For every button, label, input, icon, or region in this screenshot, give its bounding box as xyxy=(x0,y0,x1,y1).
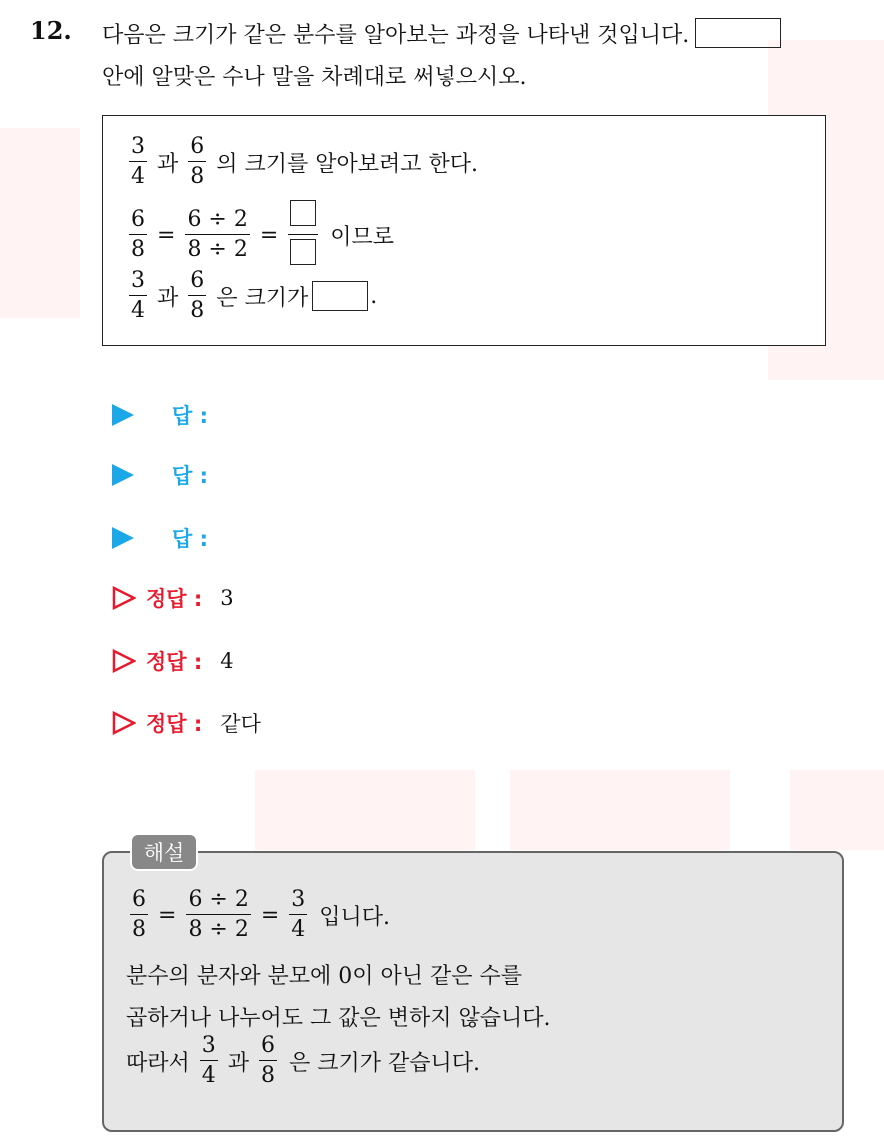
numerator: 3 xyxy=(201,1033,216,1058)
denominator: 4 xyxy=(291,917,306,942)
correct-label: 정답 : xyxy=(146,712,203,736)
answer-label: 답 : xyxy=(172,527,208,551)
fraction xyxy=(129,209,147,261)
fraction xyxy=(129,270,147,322)
answer-prompt xyxy=(112,460,208,490)
answer-label: 답 : xyxy=(172,404,208,428)
correct-value: 4 xyxy=(220,649,234,673)
fraction xyxy=(130,889,148,941)
correct-answer-row xyxy=(112,708,261,738)
equals-sign: = xyxy=(260,902,280,928)
answer-label: 답 : xyxy=(172,464,208,488)
numerator: 3 xyxy=(131,134,145,159)
numerator: 3 xyxy=(291,887,306,912)
answer-prompt xyxy=(112,400,208,430)
numerator: 6 xyxy=(261,1033,276,1058)
denominator: 4 xyxy=(131,164,145,189)
explanation-box xyxy=(102,851,844,1132)
correct-answer-row xyxy=(112,583,234,613)
watermark-block xyxy=(790,770,884,850)
problem-text: 은 크기가 xyxy=(216,285,309,311)
fraction xyxy=(289,889,307,941)
fraction xyxy=(129,136,147,188)
play-triangle-icon xyxy=(112,404,134,426)
numerator-blank-box xyxy=(290,200,316,226)
equals-sign: = xyxy=(259,222,279,248)
denominator: 4 xyxy=(131,298,145,323)
outline-triangle-icon xyxy=(112,649,136,673)
denominator: 8 ÷ 2 xyxy=(187,237,248,262)
explanation-line-3: 곱하거나 나누어도 그 값은 변하지 않습니다. xyxy=(126,1006,551,1031)
question-number: 12. xyxy=(30,16,72,45)
correct-answer-row xyxy=(112,646,234,676)
conjunction: 과 xyxy=(157,151,179,177)
explanation-text: 입니다. xyxy=(319,904,391,930)
correct-label: 정답 : xyxy=(146,587,203,611)
fraction xyxy=(185,209,249,261)
watermark-block xyxy=(0,128,80,318)
explanation-line-2: 분수의 분자와 분모에 0이 아닌 같은 수를 xyxy=(126,964,522,989)
problem-text: 의 크기를 알아보려고 한다. xyxy=(216,151,479,177)
problem-row-3 xyxy=(125,270,377,322)
denominator-blank-box xyxy=(290,239,316,265)
problem-row-1 xyxy=(125,136,478,188)
numerator: 6 xyxy=(190,134,205,159)
correct-value: 같다 xyxy=(220,712,261,736)
outline-triangle-icon xyxy=(112,586,136,610)
conjunction: 과 xyxy=(157,285,179,311)
equals-sign: = xyxy=(158,902,177,928)
explanation-row-4 xyxy=(126,1035,480,1087)
problem-row-2 xyxy=(125,200,394,270)
question-text-1: 다음은 크기가 같은 분수를 알아보는 과정을 나타낸 것입니다. xyxy=(102,23,690,48)
denominator: 4 xyxy=(201,1063,216,1088)
fraction xyxy=(188,270,206,322)
play-triangle-icon xyxy=(112,527,134,549)
problem-text: 이므로 xyxy=(330,224,395,250)
explanation-row-1 xyxy=(126,889,390,941)
conjunction: 과 xyxy=(227,1050,250,1076)
blank-fraction xyxy=(288,200,318,270)
word-blank-box xyxy=(312,281,368,311)
question-line-1 xyxy=(102,18,781,49)
problem-box xyxy=(102,115,826,346)
numerator: 6 ÷ 2 xyxy=(188,887,249,912)
correct-label: 정답 : xyxy=(146,650,203,674)
numerator: 6 xyxy=(131,207,145,232)
fraction xyxy=(259,1035,277,1087)
explanation-prefix: 따라서 xyxy=(126,1050,190,1076)
correct-value: 3 xyxy=(220,586,234,610)
watermark-block xyxy=(255,770,475,850)
denominator: 8 xyxy=(261,1063,276,1088)
denominator: 8 xyxy=(131,237,145,262)
watermark-block xyxy=(510,770,730,850)
fraction xyxy=(186,889,250,941)
denominator: 8 xyxy=(132,917,146,942)
play-triangle-icon xyxy=(112,464,134,486)
explanation-text: 은 크기가 같습니다. xyxy=(289,1050,481,1076)
fraction xyxy=(188,136,206,188)
fraction xyxy=(200,1035,218,1087)
numerator: 6 xyxy=(132,887,146,912)
answer-prompt xyxy=(112,523,208,553)
explanation-tab: 해설 xyxy=(130,833,198,871)
question-line-2: 안에 알맞은 수나 말을 차례대로 써넣으시오. xyxy=(102,65,527,90)
equals-sign: = xyxy=(157,222,176,248)
numerator: 6 ÷ 2 xyxy=(187,207,248,232)
period: . xyxy=(370,283,378,309)
blank-box-icon xyxy=(695,18,781,48)
numerator: 3 xyxy=(131,268,145,293)
denominator: 8 xyxy=(190,164,205,189)
numerator: 6 xyxy=(190,268,205,293)
denominator: 8 ÷ 2 xyxy=(188,917,249,942)
denominator: 8 xyxy=(190,298,205,323)
outline-triangle-icon xyxy=(112,711,136,735)
